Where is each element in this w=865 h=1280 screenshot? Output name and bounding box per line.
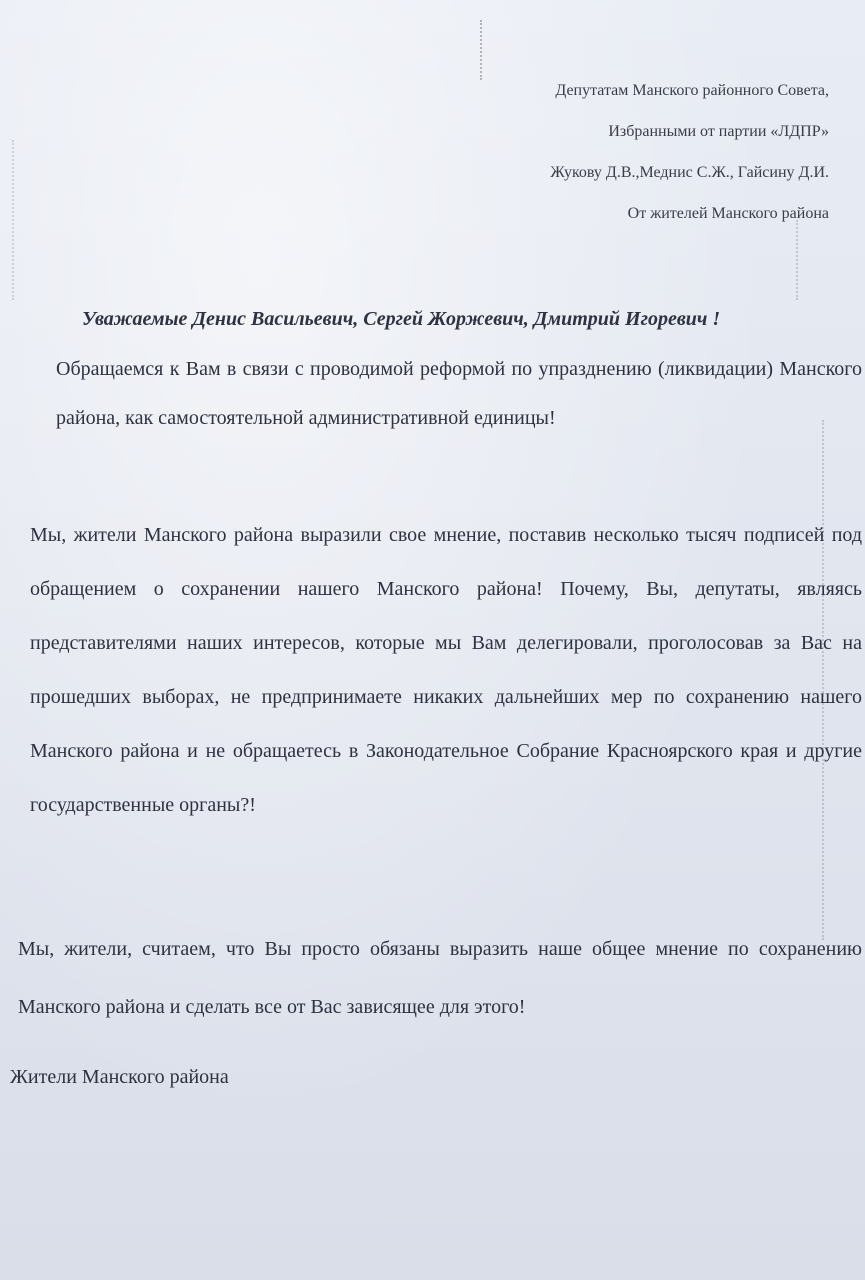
addressee-block: [550, 70, 829, 234]
addressee-line: Избранными от партии «ЛДПР»: [608, 123, 829, 140]
scan-artifact: [480, 20, 482, 80]
greeting: Уважаемые Денис Васильевич, Сергей Жоржевич, Дмитрий Игоревич !: [82, 308, 721, 330]
scan-artifact: [12, 140, 14, 300]
addressee-line: От жителей Манского района: [627, 205, 829, 222]
paragraph-1: Обращаемся к Вам в связи с проводимой реформой по упразднению (ликвидации) Манского района, как самостоятельной административной единицы!: [56, 358, 862, 429]
addressee-line: Депутатам Манского районного Совета,: [555, 82, 829, 99]
paragraph-2: Мы, жители Манского района выразили свое мнение, поставив несколько тысяч подписей под обращением о сохранении нашего Манского района! Почему, Вы, депутаты, являясь представителями наших интересов, которые мы Вам делегировали, проголосовав за Вас на прошедших выборах, не предпринимаете никаких дальнейших мер по сохранению нашего Манского района и не обращаетесь в Законодательное Собрание Красноярского края и другие государственные органы?!: [30, 524, 862, 816]
signature-line: Жители Манского района: [10, 1066, 229, 1088]
paragraph-3: Мы, жители, считаем, что Вы просто обязаны выразить наше общее мнение по сохранению Манского района и сделать все от Вас зависящее для этого!: [18, 938, 862, 1018]
addressee-line: Жукову Д.В.,Меднис С.Ж., Гайсину Д.И.: [550, 164, 829, 181]
